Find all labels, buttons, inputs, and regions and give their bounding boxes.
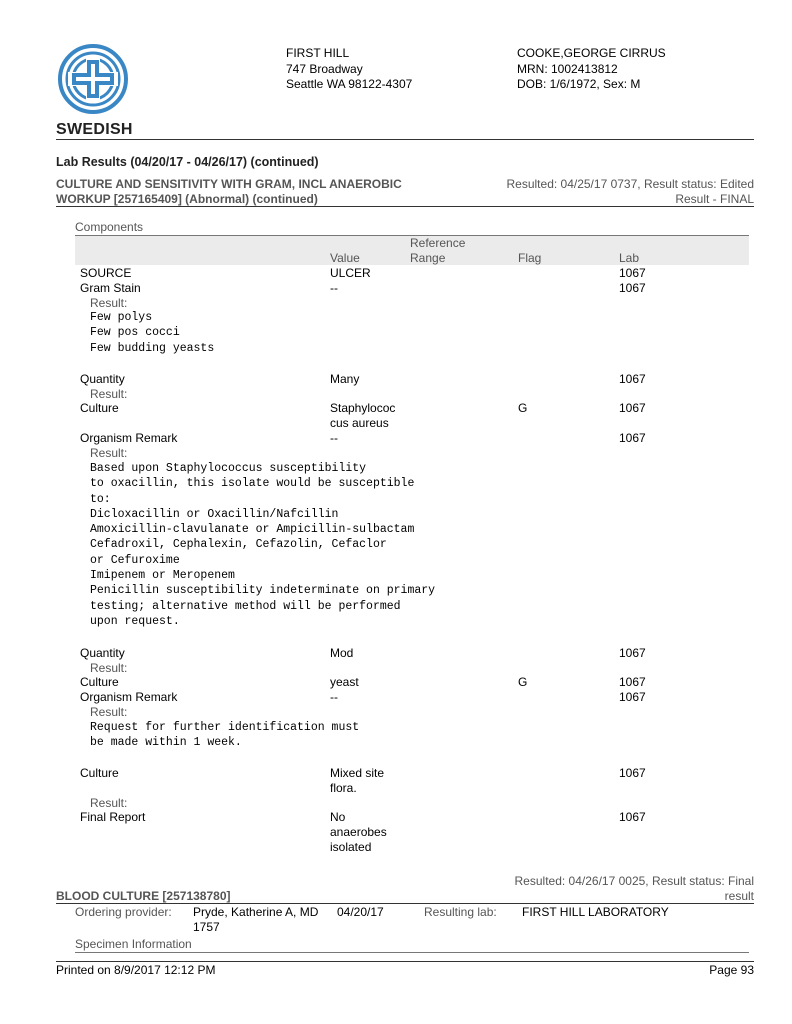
- test-divider: [56, 206, 754, 207]
- result-line: Request for further identification must: [90, 721, 360, 734]
- col-header-flag: Flag: [518, 251, 542, 265]
- row-culture2-value: yeast: [330, 675, 359, 689]
- test2-result-status: result: [724, 889, 754, 903]
- result-line: Cefadroxil, Cephalexin, Cefazolin, Cefaclor: [90, 538, 387, 552]
- row-remark2-result: [90, 720, 359, 751]
- result-line: testing; alternative method will be performed: [90, 599, 401, 613]
- ordering-provider-label: Ordering provider:: [75, 905, 172, 919]
- facility-block: [286, 46, 412, 93]
- row-remark-result-label: Result:: [90, 446, 128, 460]
- patient-dob: DOB: 1/6/1972, Sex: M: [517, 77, 641, 91]
- value-line: Staphylococ: [330, 401, 396, 415]
- row-remark-name: Organism Remark: [80, 431, 178, 445]
- row-culture3-lab: 1067: [619, 766, 646, 780]
- row-culture3-value: [330, 766, 384, 796]
- value-line: anaerobes: [330, 825, 387, 839]
- col-header-lab: Lab: [619, 251, 640, 265]
- row-gram-lab: 1067: [619, 281, 646, 295]
- order-time: 1757: [193, 920, 220, 934]
- col-header-value: Value: [330, 251, 360, 265]
- test-title: [56, 177, 402, 207]
- result-line: Dicloxacillin or Oxacillin/Nafcillin: [90, 507, 339, 521]
- row-remark2-value: --: [330, 690, 338, 704]
- resulting-lab-label: Resulting lab:: [424, 905, 497, 919]
- row-culture3-result-label: Result:: [90, 796, 128, 810]
- row-culture3-name: Culture: [80, 766, 119, 780]
- row-source-value: ULCER: [330, 266, 371, 280]
- test-title-line2: WORKUP [257165409] (Abnormal) (continued): [56, 192, 318, 206]
- swedish-logo-icon: [58, 44, 128, 114]
- row-remark2-lab: 1067: [619, 690, 646, 704]
- test-resulted: [507, 177, 755, 207]
- row-remark-value: --: [330, 431, 338, 445]
- row-quantity2-lab: 1067: [619, 646, 646, 660]
- test2-resulted-text: Resulted: 04/26/17 0025, Result status: Final: [514, 874, 754, 888]
- row-source-lab: 1067: [619, 266, 646, 280]
- patient-block: [517, 46, 666, 93]
- footer-divider: [56, 961, 754, 962]
- section-title: Lab Results (04/20/17 - 04/26/17) (continued): [56, 155, 319, 169]
- patient-name: COOKE,GEORGE CIRRUS: [517, 46, 666, 60]
- row-quantity-result-label: Result:: [90, 387, 128, 401]
- row-final-lab: 1067: [619, 810, 646, 824]
- result-line: upon request.: [90, 614, 180, 628]
- row-gram-value: --: [330, 281, 338, 295]
- result-line: be made within 1 week.: [90, 736, 242, 750]
- brand-name: SWEDISH: [56, 121, 133, 138]
- row-culture-lab: 1067: [619, 401, 646, 415]
- test-result-status: Result - FINAL: [675, 192, 754, 206]
- col-header-reference-range: [410, 236, 465, 266]
- row-quantity-name: Quantity: [80, 372, 125, 386]
- row-final-value: [330, 810, 387, 855]
- facility-name: FIRST HILL: [286, 46, 350, 60]
- test2-divider: [56, 903, 754, 904]
- value-line: No: [330, 810, 346, 824]
- result-line: Based upon Staphylococcus susceptibility: [90, 462, 367, 475]
- row-remark2-name: Organism Remark: [80, 690, 178, 704]
- resulting-lab-value: FIRST HILL LABORATORY: [522, 905, 669, 919]
- result-line: to oxacillin, this isolate would be susceptible: [90, 477, 415, 491]
- row-quantity-lab: 1067: [619, 372, 646, 386]
- test2-resulted: [515, 874, 754, 904]
- row-culture-flag: G: [518, 401, 528, 415]
- value-line: isolated: [330, 840, 372, 854]
- row-quantity2-result-label: Result:: [90, 661, 128, 675]
- test2-title: BLOOD CULTURE [257138780]: [56, 889, 231, 903]
- order-date: 04/20/17: [337, 905, 384, 919]
- printed-on: Printed on 8/9/2017 12:12 PM: [56, 963, 216, 977]
- row-remark-result: [90, 461, 435, 629]
- test-title-line1: CULTURE AND SENSITIVITY WITH GRAM, INCL ANAEROBIC: [56, 177, 402, 191]
- row-remark-lab: 1067: [619, 431, 646, 445]
- result-line: Imipenem or Meropenem: [90, 569, 235, 583]
- value-line: Mixed site: [330, 766, 385, 780]
- col-header-reference: Reference: [410, 236, 466, 250]
- result-line: Few pos cocci: [90, 326, 180, 340]
- value-line: cus aureus: [330, 416, 389, 430]
- page-number: Page 93: [709, 963, 754, 977]
- result-line: Few budding yeasts: [90, 341, 215, 355]
- test-resulted-text: Resulted: 04/25/17 0737, Result status: Edited: [506, 177, 754, 191]
- row-remark2-result-label: Result:: [90, 705, 128, 719]
- value-line: flora.: [330, 781, 357, 795]
- patient-mrn: MRN: 1002413812: [517, 61, 618, 76]
- row-culture2-name: Culture: [80, 675, 119, 689]
- result-line: Few polys: [90, 311, 153, 324]
- row-quantity2-name: Quantity: [80, 646, 125, 660]
- row-source-name: SOURCE: [80, 266, 132, 280]
- result-line: Penicillin susceptibility indeterminate on primary: [90, 584, 436, 598]
- row-final-name: Final Report: [80, 810, 146, 824]
- row-culture-value: [330, 401, 395, 431]
- row-culture2-lab: 1067: [619, 675, 646, 689]
- header-divider: [56, 139, 754, 140]
- ordering-provider-value: Pryde, Katherine A, MD: [193, 905, 319, 919]
- facility-address1: 747 Broadway: [286, 61, 363, 76]
- col-header-range: Range: [410, 251, 446, 265]
- result-line: or Cefuroxime: [90, 553, 180, 567]
- facility-address2: Seattle WA 98122-4307: [286, 77, 413, 91]
- components-label: Components: [75, 220, 144, 234]
- result-line: to:: [90, 492, 111, 506]
- row-gram-result: [90, 310, 214, 356]
- specimen-divider: [75, 952, 749, 953]
- result-line: Amoxicillin-clavulanate or Ampicillin-sulbactam: [90, 523, 415, 537]
- row-quantity-value: Many: [330, 372, 360, 386]
- row-gram-name: Gram Stain: [80, 281, 141, 295]
- row-quantity2-value: Mod: [330, 646, 354, 660]
- row-culture2-flag: G: [518, 675, 528, 689]
- row-gram-result-label: Result:: [90, 296, 128, 310]
- row-culture-name: Culture: [80, 401, 119, 415]
- specimen-info-label: Specimen Information: [75, 937, 192, 951]
